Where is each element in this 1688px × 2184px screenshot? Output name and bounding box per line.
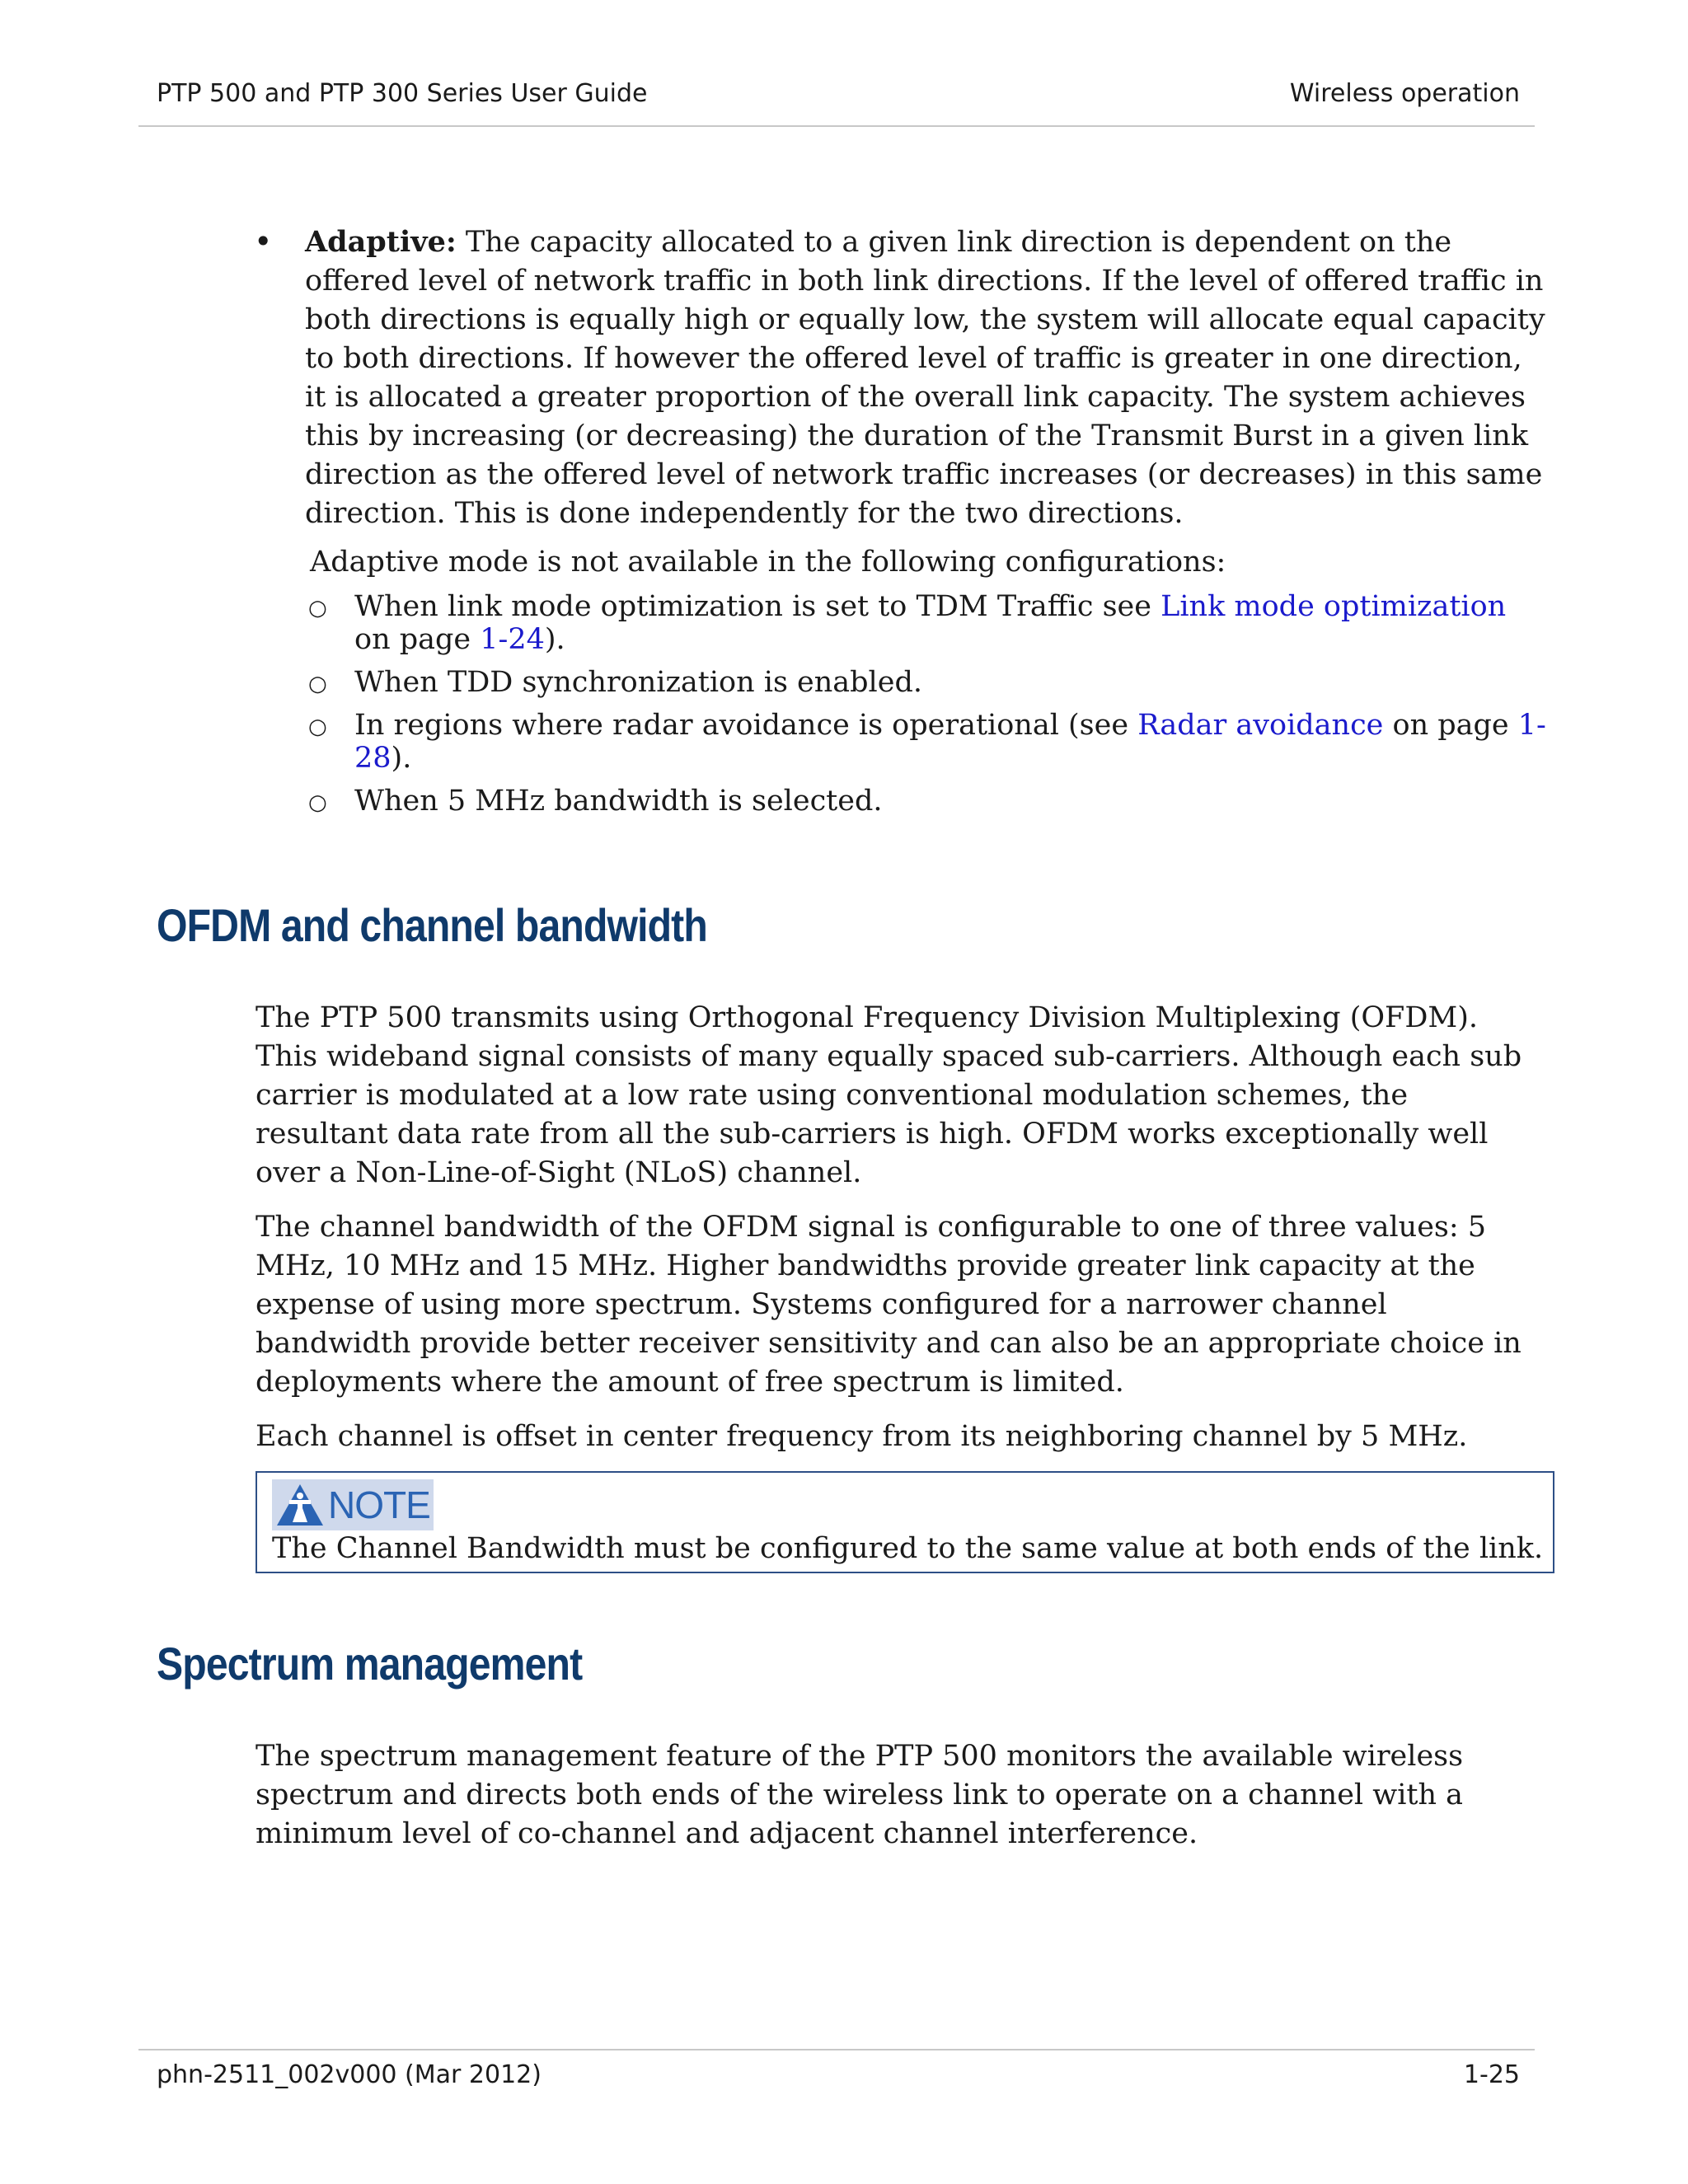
list-item [305,785,1548,818]
list-item-text: on page [354,623,481,656]
ofdm-section-body [256,999,1541,1472]
note-label [272,1479,434,1530]
list-item-text: ). [544,623,565,656]
list-item [305,709,1548,775]
list-item [305,666,1548,699]
adaptive-text: The capacity allocated to a given link direction is dependent on the offered level of network traffic in both link directions. If the level of offered traffic in both directions is equally high or equally low, the system will allocate equal capacity to both directions. If however the offered level of traffic is greater in one direction, it is allocated a greater proportion of the overall link capacity. The system achieves this by increasing (or decreasing) the duration of the Transmit Burst in a given link direction as the offered level of network traffic increases (or decreases) in this same direction. This is done independently for the two directions. [305,226,1545,530]
ofdm-paragraph-3: Each channel is offset in center frequency from its neighboring channel by 5 MHz. [256,1420,1468,1453]
list-item-text: When TDD synchronization is enabled. [354,666,922,699]
header-document-title: PTP 500 and PTP 300 Series User Guide [157,79,648,108]
bullet-icon: • [254,223,273,260]
footer-divider [138,2049,1535,2050]
ofdm-paragraph-1: The PTP 500 transmits using Orthogonal Frequency Division Multiplexing (OFDM). This wideband signal consists of many equally spaced sub-carriers. Although each sub carrier is modulated at a low rate using conventional modulation schemes, the resultant data rate from all the sub-carriers is high. OFDM works exceptionally well over a Non-Line-of-Sight (NLoS) channel. [256,1001,1522,1189]
spectrum-section-heading: Spectrum management [157,1638,583,1690]
ofdm-paragraph-2: The channel bandwidth of the OFDM signal is configurable to one of three values: 5 MHz, 10 MHz and 15 MHz. Higher bandwidths provide greater link capacity at the expense of using more spectrum. Systems configured for a narrower channel bandwidth provide better receiver sensitivity and can also be an appropriate choice in deployments where the amount of free spectrum is limited. [256,1211,1522,1399]
header-divider [138,125,1535,127]
ofdm-section-heading: OFDM and channel bandwidth [157,899,707,951]
note-text: The Channel Bandwidth must be configured to the same value at both ends of the link. [272,1532,1544,1565]
list-item-text: In regions where radar avoidance is operational (see [354,709,1138,742]
page-link-part: 1- [1517,709,1546,742]
link-mode-optimization-link[interactable]: Link mode optimization [1160,590,1507,623]
adaptive-term: Adaptive: [305,225,457,259]
list-item [305,590,1548,656]
unavailable-config-list [305,590,1548,818]
note-callout [256,1471,1554,1573]
list-item-text: When 5 MHz bandwidth is selected. [354,785,883,818]
adaptive-bullet-item [254,223,1548,827]
adaptive-description [305,223,1548,533]
circle-bullet-icon: ○ [308,596,327,621]
adaptive-unavailable-intro: Adaptive mode is not available in the following configurations: [310,546,1226,579]
note-warning-icon [275,1482,325,1528]
note-label-text: NOTE [328,1483,430,1526]
circle-bullet-icon: ○ [308,672,327,696]
page-number: 1-25 [1463,2060,1520,2089]
spectrum-paragraph-1: The spectrum management feature of the PTP 500 monitors the available wireless spectrum and directs both ends of the wireless link to operate on a channel with a minimum level of co-channel and adjacent channel interference. [256,1740,1464,1850]
radar-avoidance-link[interactable]: Radar avoidance [1137,709,1384,742]
list-item-text: ). [391,742,412,775]
circle-bullet-icon: ○ [308,715,327,739]
circle-bullet-icon: ○ [308,790,327,815]
page-1-24-link[interactable]: 1-24 [480,623,545,656]
page-link-part: 28 [354,742,392,775]
header-chapter-title: Wireless operation [1289,79,1520,108]
list-item-text: on page [1383,709,1518,742]
list-item-text: When link mode optimization is set to TDM Traffic see [354,590,1161,623]
spectrum-section-body [256,1737,1541,1869]
footer-document-id: phn-2511_002v000 (Mar 2012) [157,2060,542,2089]
